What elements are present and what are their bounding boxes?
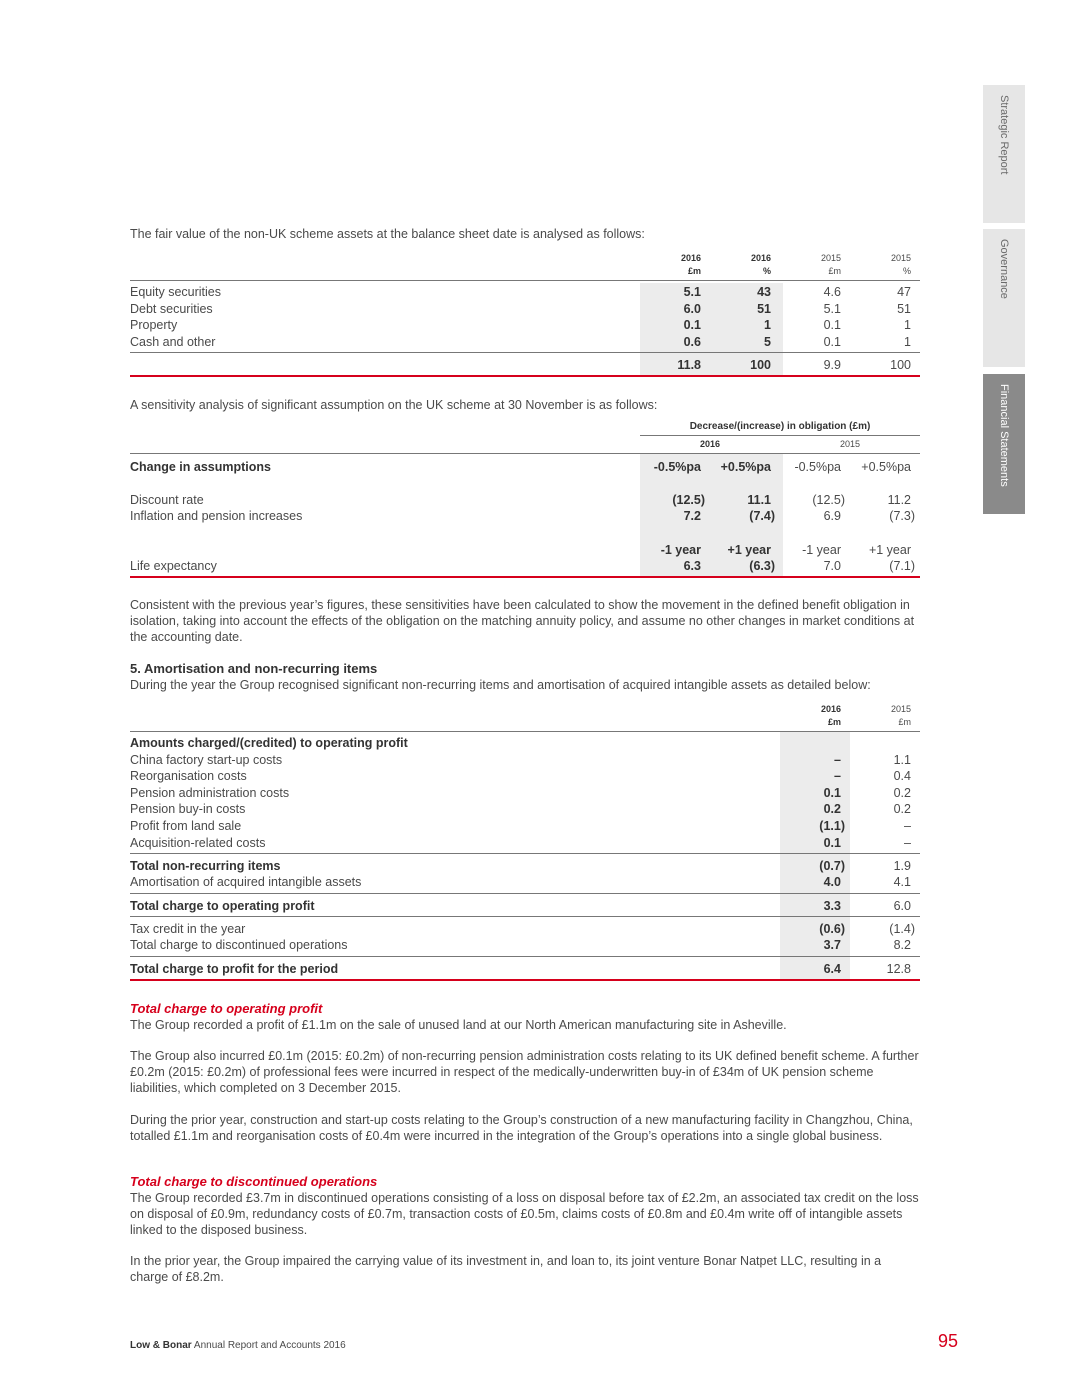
paragraph: The Group recorded a profit of £1.1m on the sale of unused land at our North American manufacturing site in Asheville. — [130, 1018, 787, 1032]
paragraph: During the prior year, construction and start-up costs relating to the Group’s construction of a new manufacturing facility in Changzhou, China, totalled £1.1m and reorganisation costs of £0.4m were incurred in the integration of the Group’s operations into a single global business. — [130, 1113, 913, 1143]
divider — [130, 352, 920, 353]
divider — [640, 435, 920, 436]
divider — [130, 956, 920, 957]
tab-financial-statements[interactable] — [983, 374, 1025, 514]
t3-heading: Amounts charged/(credited) to operating profit — [130, 736, 408, 750]
year-header-row: -1 year +1 year -1 year +1 year — [660, 543, 911, 557]
footer-title: Annual Report and Accounts 2016 — [193, 1340, 346, 1351]
change-assumptions-row: Change in assumptions -0.5%pa +0.5%pa -0.5%pa +0.5%pa — [130, 460, 911, 474]
t3-header-2016: 2016 £m — [820, 704, 841, 727]
t2-year-2016: 2016 — [699, 439, 721, 449]
intro-sensitivity: A sensitivity analysis of significant assumption on the UK scheme at 30 November is as follows: — [130, 398, 658, 412]
table-row: Total charge to discontinued operations 3.7 8.2 — [130, 938, 911, 952]
t1-header-2015-pct: 2015 % — [890, 253, 911, 276]
page-number: 95 — [937, 1331, 958, 1351]
table-row: Pension administration costs 0.1 0.2 — [130, 786, 911, 800]
table-row: Acquisition-related costs 0.1 – — [130, 836, 911, 850]
paragraph: The Group also incurred £0.1m (2015: £0.2m) of non-recurring pension administration costs relating to its UK defined benefit scheme. A further £0.2m (2015: £0.2m) of professional fees were incurred in respect of the medically-underwritten buy-in of £34m of UK pension scheme liabilities, which completed on 3 December 2015. — [130, 1049, 919, 1095]
t2-group-header: Decrease/(increase) in obligation (£m) — [689, 421, 871, 432]
table-row: Inflation and pension increases 7.2 (7.4) 6.9 (7.3) — [130, 509, 915, 523]
table-row: Property 0.1 1 0.1 1 — [130, 318, 911, 332]
sensitivity-paragraph: Consistent with the previous year’s figures, these sensitivities have been calculated to show the movement in the defined benefit obligation in isolation, taking into account the effects of the obligation on the matching annuity policy, and assume no other changes in market conditions at the accounting date. — [130, 598, 915, 644]
divider — [130, 893, 920, 894]
intro-non-uk-assets: The fair value of the non-UK scheme assets at the balance sheet date is analysed as follows: — [130, 227, 645, 241]
footer-brand: Low & Bonar — [130, 1340, 192, 1351]
tab-label: Strategic Report — [998, 95, 1010, 175]
divider — [130, 453, 920, 454]
subheading-discontinued: Total charge to discontinued operations — [130, 1174, 378, 1189]
section-5-title: 5. Amortisation and non-recurring items — [130, 661, 378, 676]
paragraph: The Group recorded £3.7m in discontinued operations consisting of a loss on disposal before tax of £2.2m, an associated tax credit on the loss on disposal of £0.9m, redundancy costs of £0.7m, transaction costs of £0.5m, claims costs of £0.8m and £0.4m write off of intangible assets linked to the disposed business. — [130, 1191, 919, 1237]
tab-governance[interactable] — [983, 229, 1025, 367]
table-row: Reorganisation costs – 0.4 — [130, 769, 911, 783]
divider — [130, 853, 920, 854]
total-row: Total charge to profit for the period 6.4 12.8 — [130, 962, 911, 976]
table-row: Life expectancy 6.3 (6.3) 7.0 (7.1) — [130, 559, 915, 573]
table-row: Pension buy-in costs 0.2 0.2 — [130, 802, 911, 816]
total-row: Total non-recurring items (0.7) 1.9 — [130, 859, 911, 873]
table-row: Tax credit in the year (0.6) (1.4) — [130, 922, 915, 936]
table-row: Equity securities 5.1 43 4.6 47 — [130, 285, 911, 299]
table-row: Profit from land sale (1.1) – — [130, 819, 911, 833]
table-row: Discount rate (12.5) 11.1 (12.5) 11.2 — [130, 493, 911, 507]
table-row: Debt securities 6.0 51 5.1 51 — [130, 302, 911, 316]
divider — [130, 280, 920, 281]
t1-header-2016-pct: 2016 % — [750, 253, 771, 276]
table-row: Amortisation of acquired intangible assets 4.0 4.1 — [130, 875, 911, 889]
tab-label: Governance — [998, 239, 1010, 299]
divider-red — [130, 375, 920, 377]
t1-header-2015-m: 2015 £m — [820, 253, 841, 276]
divider-red — [130, 576, 920, 578]
t2-year-2015: 2015 — [839, 439, 861, 449]
divider-red — [130, 979, 920, 981]
divider — [130, 916, 920, 917]
footer — [130, 1340, 346, 1351]
total-row: Total charge to operating profit 3.3 6.0 — [130, 899, 911, 913]
subheading-operating-profit: Total charge to operating profit — [130, 1001, 323, 1016]
table-row: China factory start-up costs – 1.1 — [130, 753, 911, 767]
t3-header-2015: 2015 £m — [890, 704, 911, 727]
tab-strategic-report[interactable] — [983, 85, 1025, 223]
total-row: 11.8 100 9.9 100 — [677, 358, 911, 372]
paragraph: In the prior year, the Group impaired the carrying value of its investment in, and loan to, its joint venture Bonar Natpet LLC, resulting in a charge of £8.2m. — [130, 1254, 882, 1284]
tab-label: Financial Statements — [998, 384, 1010, 487]
section-5-intro: During the year the Group recognised significant non-recurring items and amortisation of acquired intangible assets as detailed below: — [130, 678, 871, 692]
t1-header-2016-m: 2016 £m — [680, 253, 701, 276]
table-row: Cash and other 0.6 5 0.1 1 — [130, 335, 911, 349]
